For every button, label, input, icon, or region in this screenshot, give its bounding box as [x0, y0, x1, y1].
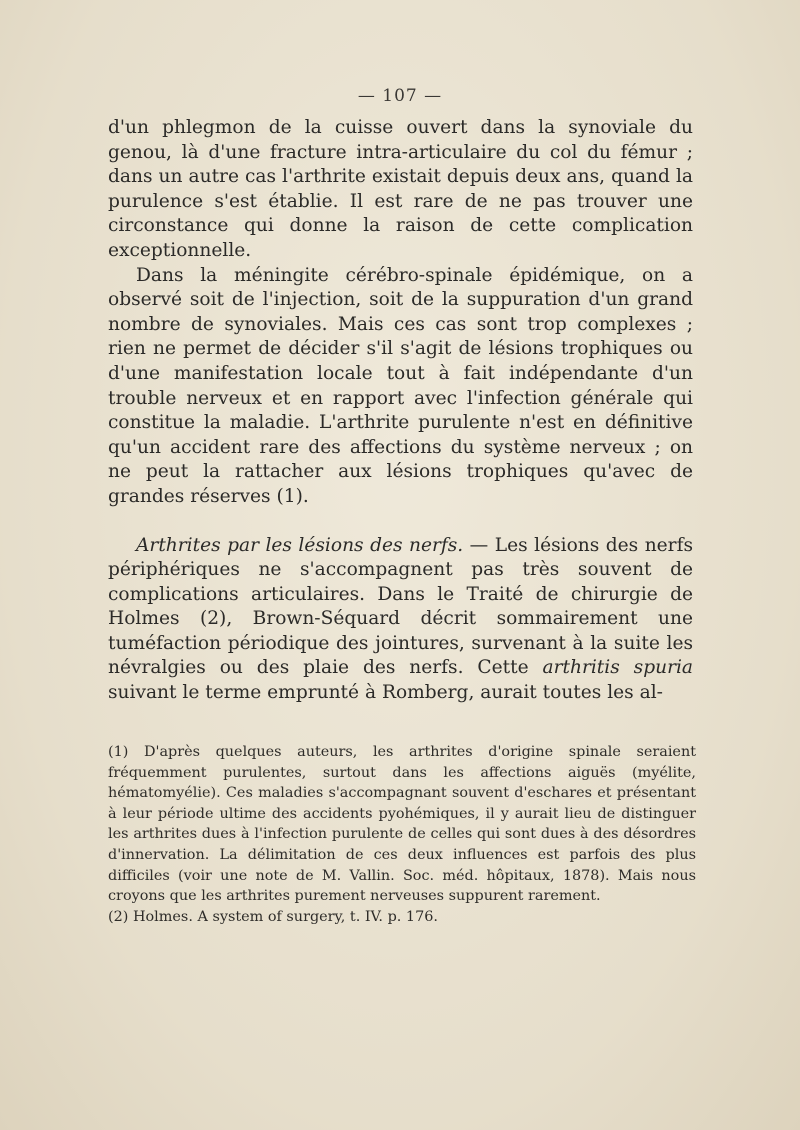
- footnote-2: (2) Holmes. A system of surgery, t. IV. p. 176.: [108, 908, 438, 925]
- footnote-1: (1) D'après quelques auteurs, les arthrites d'origine spinale seraient fréquemment purulentes, surtout dans les affections aiguës (myélite, hématomyélie). Ces maladies s'accompagnant souvent d'eschares et présentant à leur période ultime des accidents pyohémiques, il y aurait lieu de distinguer les arthrites dues à l'infection purulente de celles qui sont dues à des désordres d'innervation. La délimitation de ces deux influences est parfois des plus difficiles (voir une note de M. Vallin. Soc. méd. hôpitaux, 1878). Mais nous croyons que les arthrites purement nerveuses suppurent rarement.: [108, 744, 696, 905]
- paragraph-3-text-2: suivant le terme emprunté à Romberg, aurait toutes les al-: [108, 682, 663, 704]
- paragraph-1: d'un phlegmon de la cuisse ouvert dans la synoviale du genou, là d'une fracture intra-articulaire du col du fémur ; dans un autre cas l'arthrite existait depuis deux ans, quand la purulence s'est établie. Il est rare de ne pas trouver une circonstance qui donne la raison de cette complication exceptionnelle.: [108, 117, 693, 261]
- section-heading: Arthrites par les lésions des nerfs.: [136, 534, 464, 556]
- page-number: — 107 —: [357, 86, 443, 106]
- paragraph-3: [108, 534, 693, 706]
- latin-term: arthritis spuria: [542, 657, 694, 679]
- paragraph-2: Dans la méningite cérébro-spinale épidémique, on a observé soit de l'injection, soit de la suppuration d'un grand nombre de synoviales. Mais ces cas sont trop complexes ; rien ne permet de décider s'il s'agit de lésions trophiques ou d'une manifestation locale tout à fait indépendante d'un trouble nerveux et en rapport avec l'infection générale qui constitue la maladie. L'arthrite purulente n'est en définitive qu'un accident rare des affections du système nerveux ; on ne peut la rattacher aux lésions trophiques qu'avec de grandes réserves (1).: [108, 264, 693, 507]
- main-text: [108, 116, 693, 706]
- footnotes: [108, 742, 696, 927]
- paragraph-3-text-1: — Les lésions des nerfs périphériques ne s'accompagnent pas très souvent de complications articulaires. Dans le Traité de chirurgie de Holmes (2), Brown-Séquard décrit sommairement une tuméfaction périodique des jointures, survenant à la suite les névralgies ou des plaie des nerfs. Cette: [108, 534, 693, 679]
